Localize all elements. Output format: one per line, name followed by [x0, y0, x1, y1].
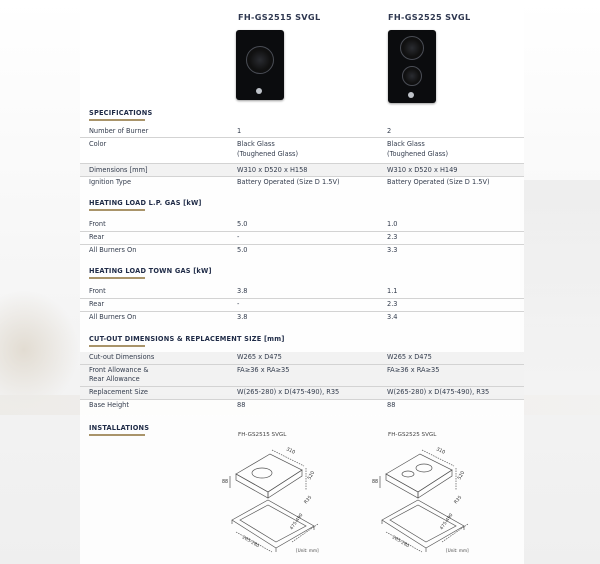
row-value-2: Battery Operated (Size D 1.5V) [387, 178, 490, 186]
product-image-single-burner [236, 30, 284, 100]
installation-diagram-2 [372, 440, 482, 558]
row-value-1: 5.0 [237, 246, 248, 254]
row-value-1: W(265-280) x D(475-490), R35 [237, 388, 340, 396]
section-underline [89, 434, 145, 436]
row-label: Number of Burner [89, 127, 149, 135]
row-value-2: 3.3 [387, 246, 398, 254]
row-value-1: - [237, 233, 240, 241]
dim-height: 88 [222, 480, 229, 485]
row-label: Base Height [89, 401, 129, 409]
row-label: Ignition Type [89, 178, 132, 186]
product-image-double-burner [388, 30, 436, 103]
row-value-1: 88 [237, 401, 246, 409]
row-value-2: 1.0 [387, 220, 398, 228]
table-row [80, 299, 524, 312]
unit-label: [Unit: mm] [296, 548, 319, 553]
row-value-2: W310 x D520 x H149 [387, 166, 458, 174]
diagram-title-2: FH-GS2525 SVGL [388, 432, 437, 438]
burner-icon [400, 36, 424, 60]
table-row [80, 312, 524, 324]
row-value-1: - [237, 300, 240, 308]
dim-height: 88 [372, 480, 379, 485]
row-label: Rear [89, 300, 105, 308]
row-value-1: 5.0 [237, 220, 248, 228]
table-row [80, 164, 524, 177]
table-row [80, 138, 524, 164]
row-value-2: 3.4 [387, 313, 398, 321]
row-value-2: W(265-280) x D(475-490), R35 [387, 388, 490, 396]
knob-icon [256, 88, 262, 94]
row-value-1: Black Glass [237, 140, 275, 148]
row-value-1: Battery Operated (Size D 1.5V) [237, 178, 340, 186]
row-label: Color [89, 140, 107, 148]
knob-icon [408, 92, 414, 98]
table-row [80, 232, 524, 245]
section-underline [89, 209, 145, 211]
section-title-lpg: HEATING LOAD L.P. GAS [kW] [89, 199, 202, 207]
row-value-2: 2.3 [387, 300, 398, 308]
row-label: Front [89, 220, 106, 228]
row-label: Replacement Size [89, 388, 148, 396]
background-decor-left [0, 290, 80, 410]
section-title-installations: INSTALLATIONS [89, 424, 150, 432]
row-value-2: 88 [387, 401, 396, 409]
model-title-2: FH-GS2525 SVGL [388, 12, 471, 22]
installation-diagram-1 [222, 440, 332, 558]
table-row [80, 219, 524, 232]
diagram-title-1: FH-GS2515 SVGL [238, 432, 287, 438]
row-value-2: 2 [387, 127, 392, 135]
dim-depth: 520 [307, 470, 317, 481]
row-label: Rear [89, 233, 105, 241]
dim-cut-width: 265-280 [391, 535, 410, 550]
model-title-1: FH-GS2515 SVGL [238, 12, 321, 22]
section-underline [89, 345, 145, 347]
table-row [80, 245, 524, 257]
dim-width: 310 [435, 447, 446, 456]
background-decor-right [520, 180, 600, 380]
burner-icon [402, 66, 422, 86]
table-row [80, 387, 524, 400]
row-label-sub: Rear Allowance [89, 375, 140, 383]
row-value-1: W310 x D520 x H158 [237, 166, 308, 174]
row-value-1: 3.8 [237, 313, 248, 321]
row-label: All Burners On [89, 246, 137, 254]
row-value-1-sub: (Toughened Glass) [237, 150, 299, 158]
table-row [80, 400, 524, 412]
row-value-2-sub: (Toughened Glass) [387, 150, 449, 158]
dim-cut-depth: 475-490 [289, 512, 305, 532]
row-value-2: 2.3 [387, 233, 398, 241]
section-underline [89, 119, 145, 121]
section-underline [89, 277, 145, 279]
table-row [80, 286, 524, 299]
dim-depth: 520 [457, 470, 467, 481]
row-label: Dimensions [mm] [89, 166, 148, 174]
row-label: All Burners On [89, 313, 137, 321]
table-row [80, 126, 524, 138]
row-label: Front Allowance & [89, 366, 149, 374]
row-value-1: 1 [237, 127, 242, 135]
table-row [80, 352, 524, 365]
section-title-cutout: CUT-OUT DIMENSIONS & REPLACEMENT SIZE [mm] [89, 335, 285, 343]
dim-cut-width: 265-280 [241, 535, 260, 550]
burner-icon [246, 46, 274, 74]
dim-radius: R35 [453, 495, 464, 506]
table-row [80, 365, 524, 387]
row-value-2: 1.1 [387, 287, 398, 295]
row-value-1: FA≥36 x RA≥35 [237, 366, 290, 374]
row-label: Front [89, 287, 106, 295]
row-value-1: W265 x D475 [237, 353, 282, 361]
dim-cut-depth: 475-490 [439, 512, 455, 532]
row-value-2: FA≥36 x RA≥35 [387, 366, 440, 374]
section-title-specifications: SPECIFICATIONS [89, 109, 153, 117]
row-value-2: W265 x D475 [387, 353, 432, 361]
row-value-2: Black Glass [387, 140, 425, 148]
row-value-1: 3.8 [237, 287, 248, 295]
row-label: Cut-out Dimensions [89, 353, 155, 361]
section-title-town-gas: HEATING LOAD TOWN GAS [kW] [89, 267, 212, 275]
unit-label: [Unit: mm] [446, 548, 469, 553]
dim-width: 310 [285, 447, 296, 456]
table-row [80, 177, 524, 189]
dim-radius: R35 [303, 495, 314, 506]
